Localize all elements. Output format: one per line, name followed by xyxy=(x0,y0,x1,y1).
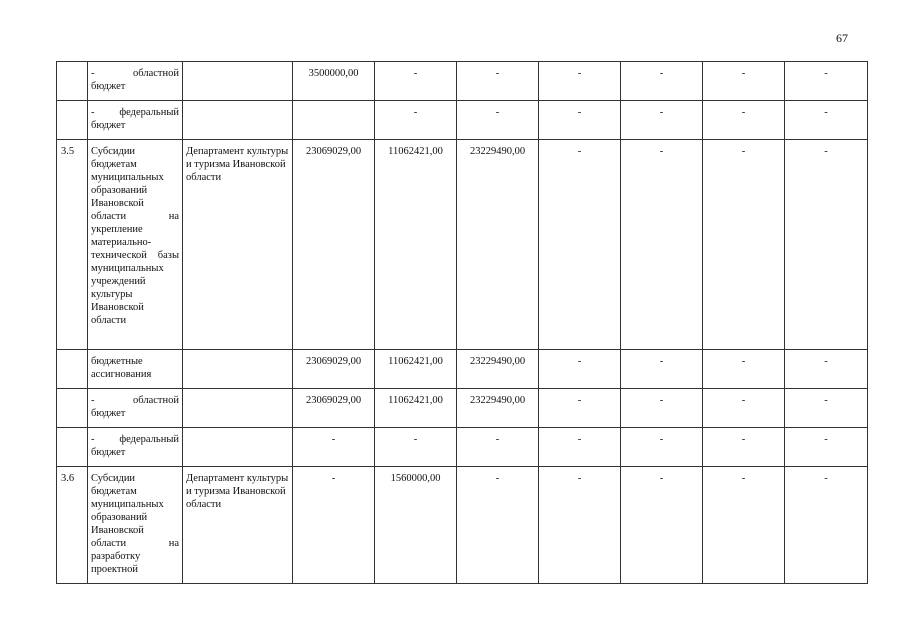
value-5-cell: - xyxy=(621,101,703,140)
value-7-cell: - xyxy=(785,389,868,428)
value-7-cell: - xyxy=(785,428,868,467)
row-number-cell xyxy=(57,428,88,467)
value-4-cell: - xyxy=(539,467,621,584)
value-2-cell: 11062421,00 xyxy=(375,140,457,350)
value-1-cell: 3500000,00 xyxy=(293,62,375,101)
executor-cell xyxy=(183,62,293,101)
value-6-cell: - xyxy=(703,350,785,389)
value-2-cell: - xyxy=(375,101,457,140)
value-4-cell: - xyxy=(539,101,621,140)
value-2-cell: - xyxy=(375,428,457,467)
value-1-cell: - xyxy=(293,467,375,584)
value-5-cell: - xyxy=(621,389,703,428)
value-5-cell: - xyxy=(621,428,703,467)
item-name-cell: бюджетные ассигнования xyxy=(88,350,183,389)
table-row xyxy=(57,389,868,428)
value-4-cell: - xyxy=(539,428,621,467)
executor-cell: Департамент культуры и туризма Ивановской области xyxy=(183,140,293,350)
item-name-cell: Субсидии бюджетам муниципальных образований Ивановской области на укрепление материально-технической базы муниципальных учреждений культуры Ивановской области xyxy=(88,140,183,350)
value-3-cell: 23229490,00 xyxy=(457,350,539,389)
value-2-cell: - xyxy=(375,62,457,101)
value-5-cell: - xyxy=(621,140,703,350)
item-name-cell: - федеральный бюджет xyxy=(88,428,183,467)
value-6-cell: - xyxy=(703,467,785,584)
value-1-cell: 23069029,00 xyxy=(293,389,375,428)
value-5-cell: - xyxy=(621,62,703,101)
value-3-cell: - xyxy=(457,101,539,140)
table-row xyxy=(57,350,868,389)
value-2-cell: 11062421,00 xyxy=(375,350,457,389)
page-number: 67 xyxy=(836,31,848,45)
value-2-cell: 11062421,00 xyxy=(375,389,457,428)
item-name-cell: - областной бюджет xyxy=(88,389,183,428)
row-number-cell: 3.5 xyxy=(57,140,88,350)
value-1-cell: - xyxy=(293,428,375,467)
value-3-cell: - xyxy=(457,467,539,584)
row-number-cell xyxy=(57,62,88,101)
value-6-cell: - xyxy=(703,101,785,140)
value-1-cell: 23069029,00 xyxy=(293,350,375,389)
value-3-cell: 23229490,00 xyxy=(457,389,539,428)
value-4-cell: - xyxy=(539,62,621,101)
table-row xyxy=(57,467,868,584)
value-6-cell: - xyxy=(703,389,785,428)
value-7-cell: - xyxy=(785,140,868,350)
row-number-cell xyxy=(57,350,88,389)
row-number-cell xyxy=(57,389,88,428)
executor-cell xyxy=(183,428,293,467)
value-1-cell: 23069029,00 xyxy=(293,140,375,350)
executor-cell: Департамент культуры и туризма Ивановской области xyxy=(183,467,293,584)
table-row xyxy=(57,140,868,350)
value-6-cell: - xyxy=(703,140,785,350)
executor-cell xyxy=(183,389,293,428)
value-3-cell: - xyxy=(457,428,539,467)
value-7-cell: - xyxy=(785,101,868,140)
row-number-cell xyxy=(57,101,88,140)
value-7-cell: - xyxy=(785,467,868,584)
executor-cell xyxy=(183,101,293,140)
value-4-cell: - xyxy=(539,350,621,389)
item-name-cell: - областной бюджет xyxy=(88,62,183,101)
value-7-cell: - xyxy=(785,62,868,101)
value-6-cell: - xyxy=(703,62,785,101)
table-row xyxy=(57,101,868,140)
value-5-cell: - xyxy=(621,350,703,389)
value-4-cell: - xyxy=(539,140,621,350)
executor-cell xyxy=(183,350,293,389)
item-name-cell: Субсидии бюджетам муниципальных образований Ивановской области на разработку проектной xyxy=(88,467,183,584)
value-7-cell: - xyxy=(785,350,868,389)
value-6-cell: - xyxy=(703,428,785,467)
value-5-cell: - xyxy=(621,467,703,584)
value-4-cell: - xyxy=(539,389,621,428)
row-number-cell: 3.6 xyxy=(57,467,88,584)
value-3-cell: - xyxy=(457,62,539,101)
table-row xyxy=(57,62,868,101)
budget-table xyxy=(56,61,868,584)
value-3-cell: 23229490,00 xyxy=(457,140,539,350)
table-row xyxy=(57,428,868,467)
value-2-cell: 1560000,00 xyxy=(375,467,457,584)
item-name-cell: - федеральный бюджет xyxy=(88,101,183,140)
value-1-cell xyxy=(293,101,375,140)
